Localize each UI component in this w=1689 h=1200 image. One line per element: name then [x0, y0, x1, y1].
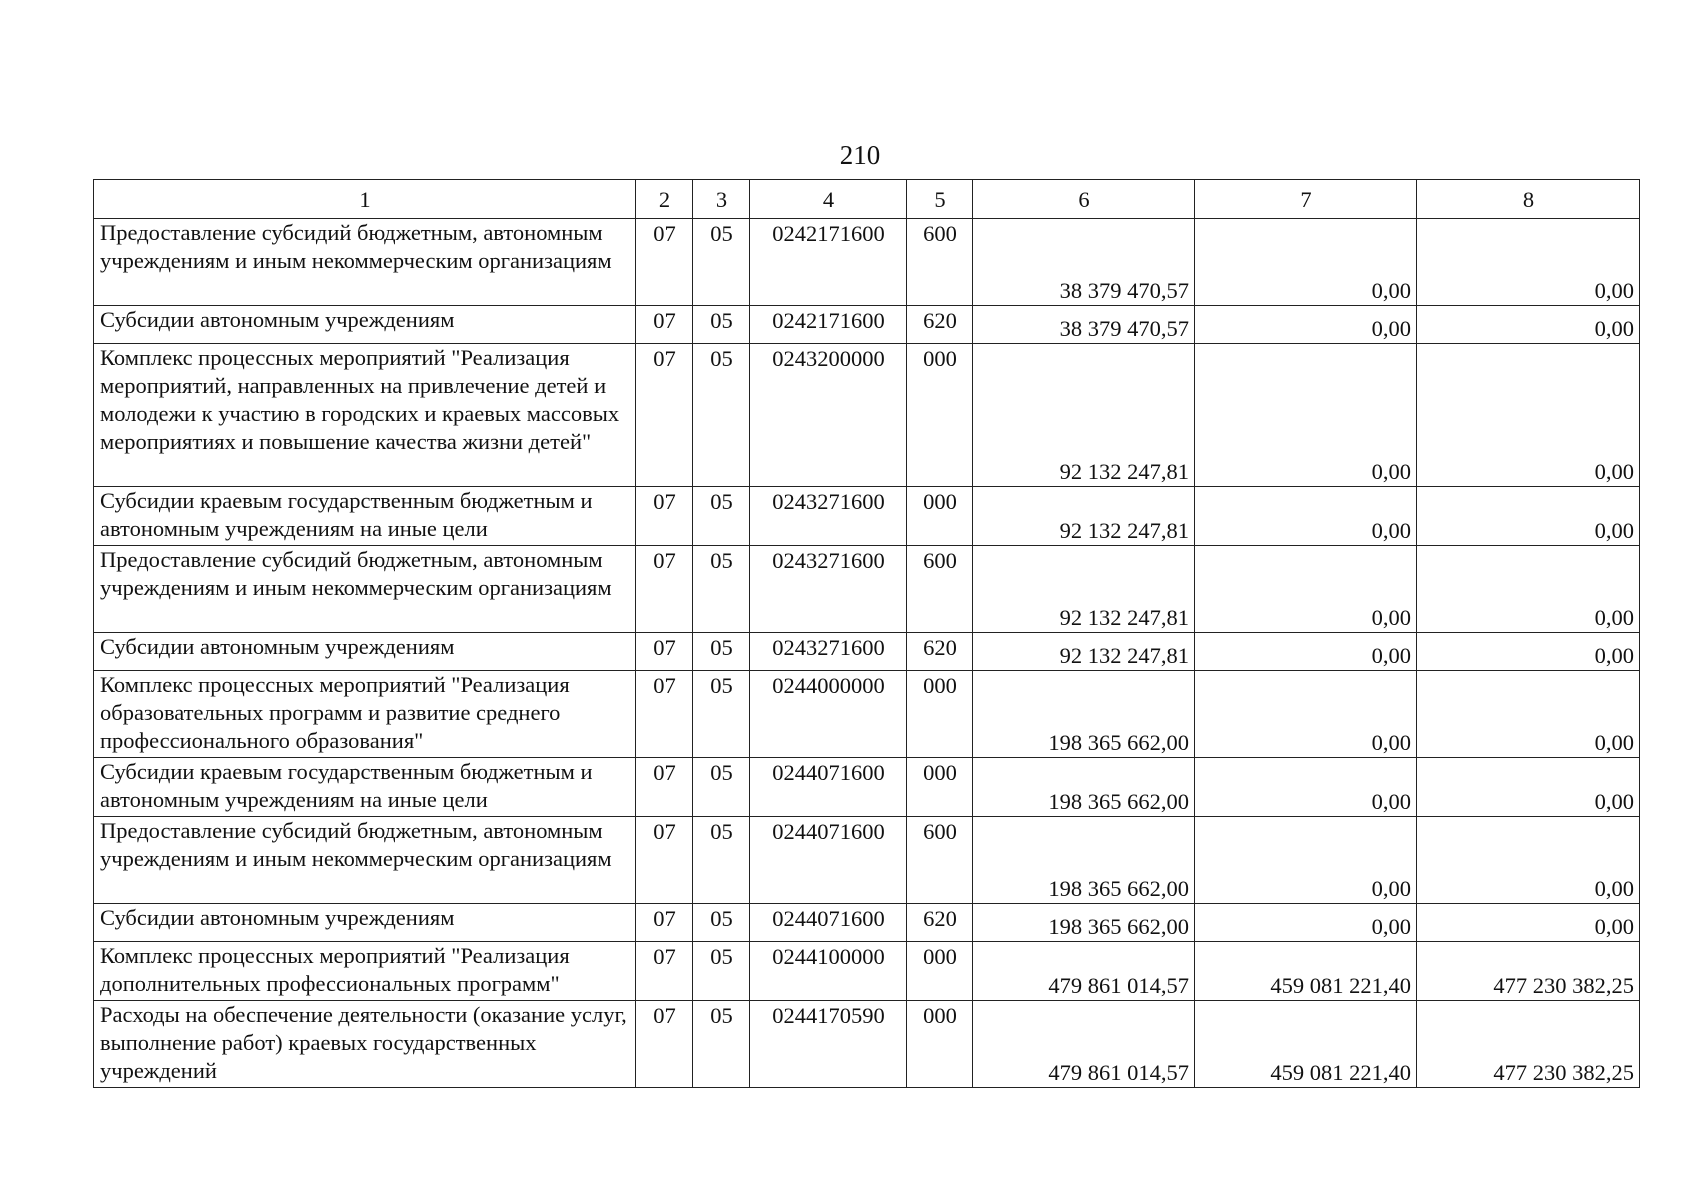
row-name: Субсидии краевым государственным бюджетным и автономным учреждениям на иные цели [94, 487, 636, 546]
table-row [94, 942, 1640, 1001]
page-number: 210 [839, 140, 881, 170]
table-row [94, 671, 1640, 758]
row-amount-6: 479 861 014,57 [973, 942, 1195, 1001]
row-name: Предоставление субсидий бюджетным, автономным учреждениям и иным некоммерческим организациям [94, 546, 636, 633]
row-target-code: 0243200000 [750, 344, 907, 487]
row-section: 07 [636, 633, 693, 671]
row-name: Расходы на обеспечение деятельности (оказание услуг, выполнение работ) краевых государственных учреждений [94, 1001, 636, 1088]
row-amount-8: 477 230 382,25 [1417, 1001, 1640, 1088]
row-amount-6: 198 365 662,00 [973, 817, 1195, 904]
row-amount-7: 459 081 221,40 [1195, 1001, 1417, 1088]
row-expense-type: 620 [907, 306, 973, 344]
row-subsection: 05 [693, 1001, 750, 1088]
row-amount-8: 0,00 [1417, 904, 1640, 942]
row-amount-8: 0,00 [1417, 758, 1640, 817]
row-name: Комплекс процессных мероприятий "Реализация дополнительных профессиональных программ" [94, 942, 636, 1001]
row-amount-7: 0,00 [1195, 671, 1417, 758]
row-name: Предоставление субсидий бюджетным, автономным учреждениям и иным некоммерческим организациям [94, 817, 636, 904]
budget-table [93, 179, 1640, 1088]
table-row [94, 633, 1640, 671]
header-row [94, 180, 1640, 219]
row-subsection: 05 [693, 219, 750, 306]
row-target-code: 0244071600 [750, 904, 907, 942]
row-amount-7: 0,00 [1195, 546, 1417, 633]
row-amount-7: 0,00 [1195, 817, 1417, 904]
header-cell: 6 [973, 180, 1195, 219]
row-amount-6: 92 132 247,81 [973, 487, 1195, 546]
row-expense-type: 000 [907, 942, 973, 1001]
row-amount-6: 92 132 247,81 [973, 546, 1195, 633]
row-amount-6: 198 365 662,00 [973, 671, 1195, 758]
row-expense-type: 000 [907, 487, 973, 546]
row-amount-7: 459 081 221,40 [1195, 942, 1417, 1001]
row-name: Субсидии автономным учреждениям [94, 633, 636, 671]
row-subsection: 05 [693, 817, 750, 904]
row-expense-type: 000 [907, 1001, 973, 1088]
row-target-code: 0242171600 [750, 219, 907, 306]
row-name: Комплекс процессных мероприятий "Реализация образовательных программ и развитие среднего профессионального образования" [94, 671, 636, 758]
row-amount-7: 0,00 [1195, 344, 1417, 487]
table-row [94, 546, 1640, 633]
row-target-code: 0242171600 [750, 306, 907, 344]
row-expense-type: 620 [907, 633, 973, 671]
row-target-code: 0244170590 [750, 1001, 907, 1088]
row-expense-type: 000 [907, 671, 973, 758]
row-target-code: 0244100000 [750, 942, 907, 1001]
row-name: Субсидии автономным учреждениям [94, 306, 636, 344]
row-amount-7: 0,00 [1195, 758, 1417, 817]
row-amount-7: 0,00 [1195, 487, 1417, 546]
header-cell: 2 [636, 180, 693, 219]
row-name: Предоставление субсидий бюджетным, автономным учреждениям и иным некоммерческим организациям [94, 219, 636, 306]
row-section: 07 [636, 817, 693, 904]
row-target-code: 0244000000 [750, 671, 907, 758]
header-cell: 8 [1417, 180, 1640, 219]
row-subsection: 05 [693, 633, 750, 671]
row-amount-7: 0,00 [1195, 306, 1417, 344]
row-section: 07 [636, 487, 693, 546]
row-amount-7: 0,00 [1195, 219, 1417, 306]
row-amount-8: 0,00 [1417, 546, 1640, 633]
row-section: 07 [636, 219, 693, 306]
table-row [94, 344, 1640, 487]
row-amount-8: 0,00 [1417, 487, 1640, 546]
row-name: Субсидии краевым государственным бюджетным и автономным учреждениям на иные цели [94, 758, 636, 817]
row-section: 07 [636, 306, 693, 344]
row-section: 07 [636, 546, 693, 633]
row-amount-6: 198 365 662,00 [973, 904, 1195, 942]
table-row [94, 758, 1640, 817]
row-expense-type: 000 [907, 758, 973, 817]
row-amount-8: 477 230 382,25 [1417, 942, 1640, 1001]
header-cell: 4 [750, 180, 907, 219]
row-subsection: 05 [693, 671, 750, 758]
row-target-code: 0243271600 [750, 546, 907, 633]
table-row [94, 904, 1640, 942]
row-subsection: 05 [693, 344, 750, 487]
header-cell: 5 [907, 180, 973, 219]
row-amount-8: 0,00 [1417, 344, 1640, 487]
row-expense-type: 620 [907, 904, 973, 942]
table-row [94, 1001, 1640, 1088]
row-expense-type: 600 [907, 546, 973, 633]
row-subsection: 05 [693, 546, 750, 633]
row-target-code: 0244071600 [750, 817, 907, 904]
row-expense-type: 000 [907, 344, 973, 487]
header-cell: 1 [94, 180, 636, 219]
row-section: 07 [636, 1001, 693, 1088]
row-amount-8: 0,00 [1417, 817, 1640, 904]
row-section: 07 [636, 904, 693, 942]
row-amount-8: 0,00 [1417, 306, 1640, 344]
row-target-code: 0244071600 [750, 758, 907, 817]
row-amount-6: 38 379 470,57 [973, 219, 1195, 306]
header-cell: 7 [1195, 180, 1417, 219]
row-name: Субсидии автономным учреждениям [94, 904, 636, 942]
row-expense-type: 600 [907, 219, 973, 306]
row-amount-6: 38 379 470,57 [973, 306, 1195, 344]
row-amount-6: 479 861 014,57 [973, 1001, 1195, 1088]
row-name: Комплекс процессных мероприятий "Реализация мероприятий, направленных на привлечение детей и молодежи к участию в городских и краевых массовых мероприятиях и повышение качества жизни детей" [94, 344, 636, 487]
row-subsection: 05 [693, 306, 750, 344]
row-amount-6: 92 132 247,81 [973, 633, 1195, 671]
row-subsection: 05 [693, 904, 750, 942]
row-amount-8: 0,00 [1417, 671, 1640, 758]
row-amount-6: 92 132 247,81 [973, 344, 1195, 487]
row-amount-8: 0,00 [1417, 633, 1640, 671]
row-subsection: 05 [693, 942, 750, 1001]
row-section: 07 [636, 758, 693, 817]
row-target-code: 0243271600 [750, 487, 907, 546]
table-row [94, 817, 1640, 904]
row-subsection: 05 [693, 758, 750, 817]
row-section: 07 [636, 942, 693, 1001]
row-amount-6: 198 365 662,00 [973, 758, 1195, 817]
table-row [94, 306, 1640, 344]
row-section: 07 [636, 671, 693, 758]
row-section: 07 [636, 344, 693, 487]
row-target-code: 0243271600 [750, 633, 907, 671]
row-amount-7: 0,00 [1195, 633, 1417, 671]
row-amount-7: 0,00 [1195, 904, 1417, 942]
table-row [94, 219, 1640, 306]
table-row [94, 487, 1640, 546]
row-amount-8: 0,00 [1417, 219, 1640, 306]
row-subsection: 05 [693, 487, 750, 546]
row-expense-type: 600 [907, 817, 973, 904]
header-cell: 3 [693, 180, 750, 219]
